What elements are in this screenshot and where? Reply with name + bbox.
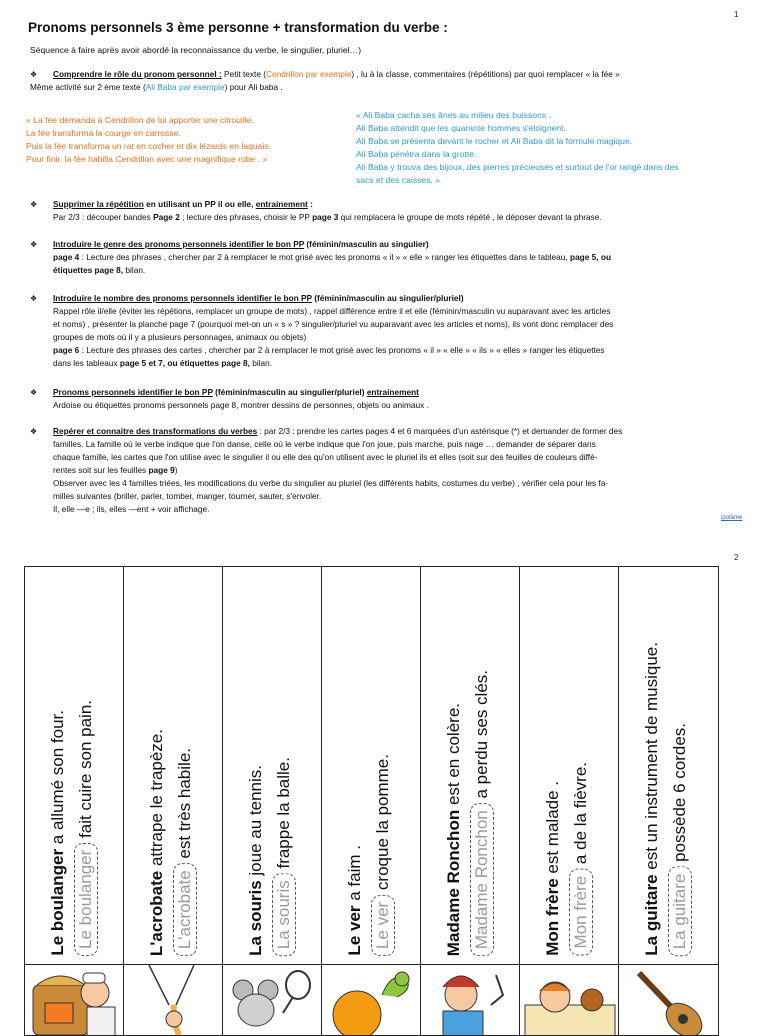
strip-sentence-2 <box>173 748 200 964</box>
text: : par 2/3 : prendre les cartes pages 4 et 6 marquées d'un astérisque (*) et demander de former des <box>257 426 623 436</box>
intro-text: Séquence à faire après avoir abordé la reconnaissance du verbe, le singulier, pluriel…) <box>30 45 362 55</box>
section-verb-transformations <box>30 425 742 516</box>
text: et noms) , présenter la planche page 7 (pourquoi met-on un « s » ? singulier/pluriel vu auparavant avec les articles et noms), ils vont donc remplacer des <box>53 319 614 329</box>
grey-subject-tag[interactable]: Mon frère <box>569 869 593 956</box>
strip-sentence-2 <box>470 670 497 964</box>
text: bilan. <box>123 265 146 275</box>
predicate: attrape le trapèze. <box>146 728 166 871</box>
text: page 3 <box>312 212 339 222</box>
strip-acrobat[interactable] <box>124 567 223 964</box>
predicate: a allumé son four. <box>47 710 67 850</box>
sick-boy-illustration <box>520 964 619 1035</box>
strip-sentence-2 <box>668 723 695 964</box>
text: page 4 <box>53 252 80 262</box>
strip-brother[interactable] <box>520 567 619 964</box>
text: bilan. <box>249 358 273 368</box>
subject: Le ver <box>344 905 364 956</box>
strip-sentence-1 <box>147 729 167 964</box>
text: Il, elle —e ; ils, elles —ent + voir affichage. <box>53 504 210 514</box>
text: Même activité sur 2 ème texte ( <box>30 82 146 92</box>
text: ; lecture des phrases, choisir le PP <box>179 212 313 222</box>
text: : Lecture des phrases , chercher par 2 à remplacer le mot grisé avec les pronoms « il » « elle » ranger les étiquettes dans le tableau, <box>79 252 570 262</box>
story-line: La fée transforma la courge en carrosse. <box>26 128 181 139</box>
story-line: Ali Baba se présenta devant le rocher et Ali Baba dit la formule magique. <box>356 136 633 147</box>
section-remove-repetition <box>30 198 742 224</box>
text: page 5, ou <box>570 252 612 262</box>
diamond-bullet-icon: ❖ <box>30 70 38 79</box>
subject: L'acrobate <box>146 870 166 956</box>
predicate: frappe la balle. <box>273 756 293 869</box>
section-heading: Comprendre le rôle du pronom personnel : <box>53 69 222 79</box>
subject: Madame Ronchon <box>443 809 463 956</box>
text: entrainement <box>366 387 419 397</box>
section-heading: Introduire le genre des pronoms personnels identifier le bon PP <box>53 239 305 249</box>
diamond-bullet-icon: ❖ <box>30 294 38 303</box>
acrobat-illustration <box>124 964 223 1035</box>
text: milles suivantes (briller, parler, tomber, manger, tourner, sauter, s'envoler. <box>53 491 322 501</box>
guitar-illustration <box>619 964 718 1035</box>
text: entrainement <box>255 199 308 209</box>
section-heading: Repérer et connaitre des transformations du verbes <box>53 426 258 436</box>
cinderella-text-reference: Cendrillon par exemple <box>266 69 352 79</box>
text: : Lecture des phrases des cartes , chercher par 2 à remplacer le mot grisé avec les pronoms « il » « elle » « ils » « elles » ranger les étiquettes <box>79 345 605 355</box>
text: page 5 et 7, ou étiquettes page 8, <box>119 358 250 368</box>
strip-worm[interactable] <box>322 567 421 964</box>
grey-subject-tag[interactable]: Le boulanger <box>74 843 98 956</box>
worm-apple-illustration <box>322 964 421 1035</box>
text: : <box>307 199 313 209</box>
alibaba-text-reference: Ali Baba par exemple <box>145 82 225 92</box>
strip-baker[interactable] <box>25 567 124 964</box>
text: ) pour Ali baba . <box>224 82 283 92</box>
story-line: Puis la fée transforma un rat en cocher et dix lézards en laquais. <box>26 141 272 152</box>
grey-subject-tag[interactable]: L'acrobate <box>173 863 197 956</box>
predicate: fait cuire son pain. <box>75 700 95 838</box>
mouse-illustration <box>223 964 322 1035</box>
grey-subject-tag[interactable]: Madame Ronchon <box>470 803 494 956</box>
page-number-1: 1 <box>734 10 739 19</box>
strip-mouse[interactable] <box>223 567 322 964</box>
section-understand-pronoun <box>30 68 742 94</box>
text: page 6 <box>53 345 80 355</box>
strip-sentence-1 <box>543 781 563 964</box>
predicate: a faim . <box>344 845 364 906</box>
section-number <box>30 292 742 370</box>
strip-sentence-1 <box>246 765 266 964</box>
text: étiquettes page 8, <box>53 265 124 275</box>
grey-subject-tag[interactable]: La guitare <box>668 866 692 956</box>
subject: Mon frère <box>542 878 562 956</box>
text: (féminin/masculin au singulier/pluriel) <box>311 293 464 303</box>
text: page 9 <box>148 465 175 475</box>
predicate: a perdu ses clés. <box>471 669 491 799</box>
section-heading: Introduire le nombre des pronoms personnels identifier le bon PP <box>53 293 312 303</box>
sentence-strips-sheet <box>24 566 719 1036</box>
grey-subject-tag[interactable]: Le ver <box>371 895 395 956</box>
predicate: est un instrument de musique. <box>642 642 661 875</box>
text: (féminin/masculin au singulier) <box>304 239 429 249</box>
story-line: « Ali Baba cacha ses ânes au milieu des buissons . <box>356 110 551 120</box>
strip-guitar[interactable] <box>619 567 718 964</box>
strip-sentence-2 <box>569 762 596 964</box>
grey-subject-tag[interactable]: La souris <box>272 873 296 956</box>
subject: La souris <box>245 880 265 956</box>
text: Par 2/3 : découper bandes <box>53 212 154 222</box>
strip-sentence-2 <box>371 754 398 964</box>
strip-lady[interactable] <box>421 567 520 964</box>
story-line: Pour finir, la fée habilla Cendrillon avec une magnifique robe . » <box>26 154 268 165</box>
text: en utilisant un PP il ou elle, <box>143 199 256 209</box>
diamond-bullet-icon: ❖ <box>30 427 38 436</box>
page-number-2: 2 <box>734 553 739 562</box>
strip-sentence-1 <box>642 642 662 964</box>
cinderella-story <box>26 114 271 166</box>
subject: La guitare <box>642 874 661 956</box>
text: ) , lu à la classe, commentaires (répétitions) par quoi remplacer « la fée » <box>351 69 620 79</box>
story-line: Ali Baba y trouva des bijoux, des pierres précieuses et surtout de l'or rangé dans des <box>356 162 679 173</box>
text: chaque famille, les cartes que l'on utilise avec le singulier il ou elle des qu'on utilisent avec le pluriel ils et elles (soit sur des feuilles de couleurs diffé- <box>53 452 598 462</box>
section-heading: Pronoms personnels identifier le bon PP <box>53 387 213 397</box>
text: qui remplacera le groupe de mots répété , le déposer devant la phrase. <box>338 212 602 222</box>
predicate: est en colère. <box>443 702 463 810</box>
text: Page 2 <box>153 212 180 222</box>
story-line: « La fée demanda à Cendrillon de lui apporter une citrouille. <box>26 115 254 125</box>
text: (féminin/masculin au singulier/pluriel) <box>212 387 367 397</box>
text: Observer avec les 4 familles triées, les modifications du verbe du singulier au pluriel (les différents habits, costumes du verbe) , vérifier cela pour les fa- <box>53 478 609 488</box>
strip-sentence-1 <box>444 703 464 964</box>
strip-sentence-2 <box>272 757 299 964</box>
ipotame-link[interactable]: ipotâme <box>721 515 743 521</box>
strip-sentence-2 <box>74 700 101 964</box>
text: Rappel rôle il/elle (éviter les répétions, remplacer un groupe de mots) , rappel différence entre il et elle (féminin/masculin vu auparavant avec les articles <box>53 306 611 316</box>
predicate: est malade . <box>542 781 562 879</box>
section-heading: Supprimer la répétition <box>53 199 144 209</box>
section-training <box>30 386 742 412</box>
subject: Le boulanger <box>47 849 67 956</box>
text: rentes soit sur les feuilles <box>53 465 149 475</box>
text: ) <box>174 465 178 475</box>
predicate: croque la pomme. <box>372 753 392 891</box>
predicate: a de la fièvre. <box>570 762 590 865</box>
text: Ardoise ou étiquettes pronoms personnels page 8, montrer dessins de personnes, objets ou animaux . <box>53 400 429 410</box>
strip-sentence-1 <box>48 710 68 964</box>
strip-sentence-1 <box>345 845 365 964</box>
section-gender <box>30 238 742 277</box>
story-line: Ali Baba attendit que les quarante hommes s'éloignent. <box>356 123 566 134</box>
predicate: possède 6 cordes. <box>670 722 689 862</box>
lady-illustration <box>421 964 520 1035</box>
predicate: joue au tennis. <box>245 765 265 881</box>
diamond-bullet-icon: ❖ <box>30 200 38 209</box>
text: groupes de mots où il y a plusieurs personnages, animaux ou objets) <box>53 332 307 342</box>
text: dans les tableaux <box>53 358 120 368</box>
predicate: est très habile. <box>174 747 194 859</box>
diamond-bullet-icon: ❖ <box>30 240 38 249</box>
alibaba-story <box>356 109 736 188</box>
text: familles. La famille où le verbe indique que l'on danse, celle où le verbe indique que l'on joue, puis marche, puis nage … demander de séparer dans <box>53 439 596 449</box>
text: Petit texte ( <box>221 69 267 79</box>
story-line: Ali Baba pénétra dans la grotte. <box>356 149 477 160</box>
baker-illustration <box>25 964 124 1035</box>
page-title: Pronoms personnels 3 ème personne + transformation du verbe : <box>28 20 448 35</box>
story-line: sacs et des caisses. » <box>356 175 441 186</box>
diamond-bullet-icon: ❖ <box>30 388 38 397</box>
